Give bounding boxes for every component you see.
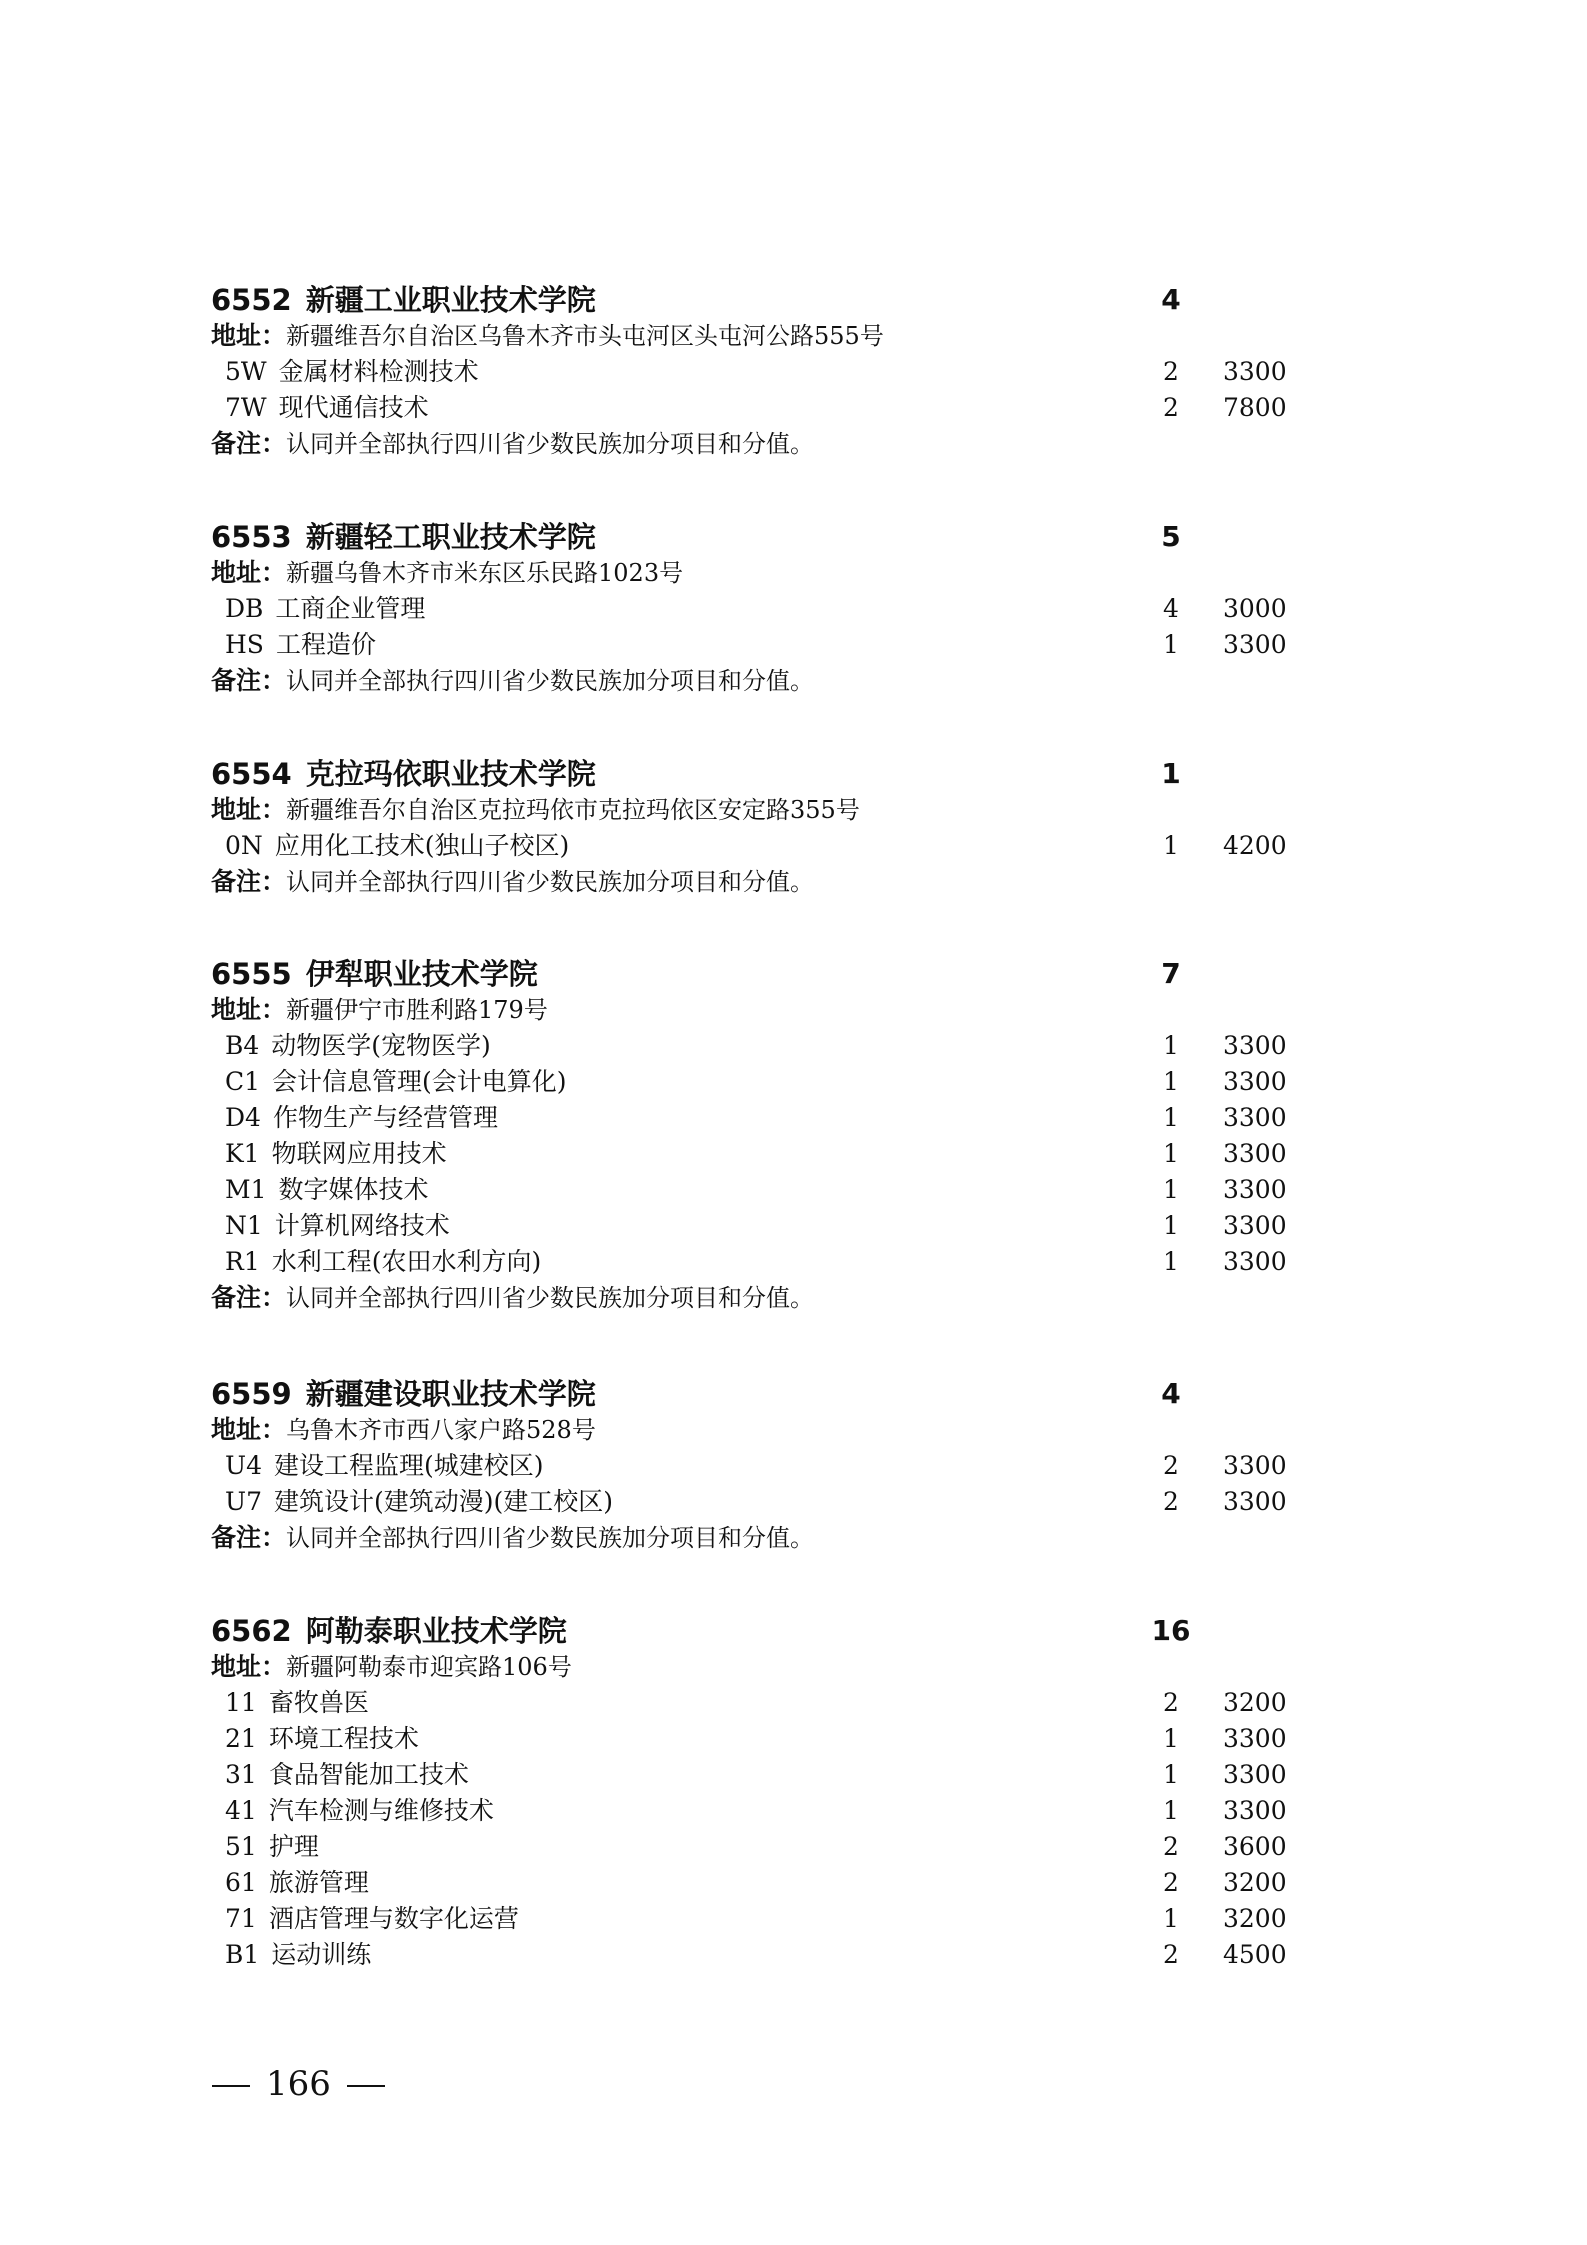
school-block: [211, 1613, 1331, 1973]
program-row: [211, 1721, 1331, 1757]
note-text: 认同并全部执行四川省少数民族加分项目和分值。: [286, 667, 815, 695]
program-name: 现代通信技术: [278, 393, 429, 422]
school-total: 7: [1161, 957, 1181, 990]
program-fee: 3300: [1223, 1067, 1287, 1096]
program-code: D4: [225, 1103, 261, 1132]
note-text: 认同并全部执行四川省少数民族加分项目和分值。: [286, 430, 815, 458]
school-code: 6552: [211, 283, 292, 317]
program-code: U4: [225, 1451, 262, 1480]
program-count: 2: [1163, 1940, 1179, 1969]
program-fee: 3300: [1223, 1103, 1287, 1132]
program-fee: 3300: [1223, 1487, 1287, 1516]
note-text: 认同并全部执行四川省少数民族加分项目和分值。: [286, 1284, 815, 1312]
program-row: [211, 1448, 1331, 1484]
school-header: [211, 1376, 1331, 1412]
program-count: 2: [1163, 393, 1179, 422]
program-code: 31: [225, 1760, 257, 1789]
note-label: 备注：: [211, 429, 287, 458]
program-row: [211, 1685, 1331, 1721]
program-name: 应用化工技术(独山子校区): [274, 831, 570, 860]
address-label: 地址：: [211, 795, 287, 824]
school-code: 6562: [211, 1614, 292, 1648]
program-name: 运动训练: [271, 1940, 372, 1969]
address-text: 乌鲁木齐市西八家户路528号: [286, 1416, 596, 1444]
page-number: 166: [266, 2064, 331, 2104]
school-block: [211, 956, 1331, 1316]
address-text: 新疆维吾尔自治区克拉玛依市克拉玛依区安定路355号: [286, 796, 860, 824]
program-row: [211, 1793, 1331, 1829]
school-address: [211, 792, 1331, 828]
program-row: [211, 1172, 1331, 1208]
program-fee: 4500: [1223, 1940, 1287, 1969]
program-fee: 3200: [1223, 1868, 1287, 1897]
school-address: [211, 1412, 1331, 1448]
program-code: 0N: [225, 831, 263, 860]
program-name: 建筑设计(建筑动漫)(建工校区): [273, 1487, 613, 1516]
program-count: 1: [1163, 1760, 1179, 1789]
program-count: 1: [1163, 1247, 1179, 1276]
program-fee: 3200: [1223, 1904, 1287, 1933]
program-count: 1: [1163, 831, 1179, 860]
program-code: K1: [225, 1139, 260, 1168]
program-count: 1: [1163, 1031, 1179, 1060]
program-fee: 3300: [1223, 1031, 1287, 1060]
address-label: 地址：: [211, 995, 287, 1024]
school-total: 5: [1161, 520, 1181, 553]
school-note: [211, 426, 1331, 462]
school-total: 4: [1161, 283, 1181, 316]
program-code: HS: [225, 630, 264, 659]
address-label: 地址：: [211, 321, 287, 350]
program-count: 2: [1163, 1688, 1179, 1717]
program-fee: 3600: [1223, 1832, 1287, 1861]
note-label: 备注：: [211, 1283, 287, 1312]
program-name: 数字媒体技术: [278, 1175, 429, 1204]
program-code: 41: [225, 1796, 257, 1825]
school-address: [211, 318, 1331, 354]
program-row: [211, 390, 1331, 426]
footer-dash-right: [347, 2085, 385, 2087]
program-row: [211, 1100, 1331, 1136]
program-code: 61: [225, 1868, 257, 1897]
program-fee: 3300: [1223, 1724, 1287, 1753]
program-name: 金属材料检测技术: [278, 357, 479, 386]
program-fee: 3000: [1223, 594, 1287, 623]
school-block: [211, 519, 1331, 699]
program-count: 1: [1163, 1796, 1179, 1825]
program-row: [211, 1484, 1331, 1520]
program-code: 7W: [225, 393, 267, 422]
program-count: 1: [1163, 1904, 1179, 1933]
program-count: 2: [1163, 357, 1179, 386]
footer-dash-left: [212, 2085, 250, 2087]
program-row: [211, 1829, 1331, 1865]
address-text: 新疆阿勒泰市迎宾路106号: [286, 1653, 572, 1681]
address-text: 新疆乌鲁木齐市米东区乐民路1023号: [286, 559, 684, 587]
school-header: [211, 956, 1331, 992]
school-name: 新疆建设职业技术学院: [305, 1377, 596, 1411]
program-row: [211, 1865, 1331, 1901]
program-name: 旅游管理: [268, 1868, 369, 1897]
program-count: 1: [1163, 1175, 1179, 1204]
address-label: 地址：: [211, 1652, 287, 1681]
program-name: 工商企业管理: [275, 594, 426, 623]
program-row: [211, 627, 1331, 663]
program-name: 动物医学(宠物医学): [271, 1031, 491, 1060]
program-name: 水利工程(农田水利方向): [271, 1247, 542, 1276]
program-code: 21: [225, 1724, 257, 1753]
program-count: 1: [1163, 1211, 1179, 1240]
program-name: 会计信息管理(会计电算化): [272, 1067, 567, 1096]
school-header: [211, 756, 1331, 792]
program-row: [211, 1208, 1331, 1244]
school-name: 阿勒泰职业技术学院: [305, 1614, 567, 1648]
school-header: [211, 519, 1331, 555]
note-label: 备注：: [211, 1523, 287, 1552]
address-text: 新疆伊宁市胜利路179号: [286, 996, 548, 1024]
program-count: 1: [1163, 1103, 1179, 1132]
program-fee: 3300: [1223, 630, 1287, 659]
school-code: 6553: [211, 520, 292, 554]
school-block: [211, 1376, 1331, 1556]
program-name: 食品智能加工技术: [268, 1760, 469, 1789]
school-block: [211, 756, 1331, 900]
program-row: [211, 1937, 1331, 1973]
school-total: 1: [1161, 757, 1181, 790]
school-code: 6554: [211, 757, 292, 791]
program-row: [211, 1064, 1331, 1100]
program-fee: 3300: [1223, 1451, 1287, 1480]
program-name: 护理: [268, 1832, 319, 1861]
program-count: 2: [1163, 1868, 1179, 1897]
school-address: [211, 992, 1331, 1028]
program-fee: 3300: [1223, 357, 1287, 386]
note-label: 备注：: [211, 666, 287, 695]
school-name: 新疆轻工职业技术学院: [305, 520, 596, 554]
address-text: 新疆维吾尔自治区乌鲁木齐市头屯河区头屯河公路555号: [286, 322, 884, 350]
program-count: 1: [1163, 630, 1179, 659]
program-count: 1: [1163, 1067, 1179, 1096]
program-count: 2: [1163, 1832, 1179, 1861]
school-header: [211, 1613, 1331, 1649]
school-name: 新疆工业职业技术学院: [305, 283, 596, 317]
school-address: [211, 1649, 1331, 1685]
program-code: M1: [225, 1175, 267, 1204]
school-name: 克拉玛依职业技术学院: [305, 757, 596, 791]
program-fee: 3300: [1223, 1760, 1287, 1789]
program-count: 2: [1163, 1451, 1179, 1480]
program-fee: 3300: [1223, 1139, 1287, 1168]
address-label: 地址：: [211, 1415, 287, 1444]
program-name: 汽车检测与维修技术: [268, 1796, 494, 1825]
program-code: N1: [225, 1211, 263, 1240]
school-total: 16: [1151, 1614, 1191, 1647]
program-name: 工程造价: [275, 630, 376, 659]
school-note: [211, 663, 1331, 699]
program-code: 71: [225, 1904, 257, 1933]
page-footer: [212, 2064, 385, 2104]
program-row: [211, 1136, 1331, 1172]
address-label: 地址：: [211, 558, 287, 587]
program-row: [211, 1757, 1331, 1793]
program-fee: 3200: [1223, 1688, 1287, 1717]
program-code: 5W: [225, 357, 267, 386]
program-count: 2: [1163, 1487, 1179, 1516]
program-count: 1: [1163, 1139, 1179, 1168]
program-name: 物联网应用技术: [271, 1139, 447, 1168]
program-name: 环境工程技术: [268, 1724, 419, 1753]
note-label: 备注：: [211, 867, 287, 896]
program-code: 11: [225, 1688, 257, 1717]
program-count: 1: [1163, 1724, 1179, 1753]
program-fee: 3300: [1223, 1175, 1287, 1204]
program-code: C1: [225, 1067, 261, 1096]
program-fee: 4200: [1223, 831, 1287, 860]
school-code: 6555: [211, 957, 292, 991]
program-fee: 7800: [1223, 393, 1287, 422]
note-text: 认同并全部执行四川省少数民族加分项目和分值。: [286, 868, 815, 896]
school-address: [211, 555, 1331, 591]
program-code: B1: [225, 1940, 260, 1969]
program-name: 酒店管理与数字化运营: [268, 1904, 519, 1933]
program-name: 畜牧兽医: [268, 1688, 369, 1717]
program-name: 作物生产与经营管理: [272, 1103, 498, 1132]
program-row: [211, 1244, 1331, 1280]
school-total: 4: [1161, 1377, 1181, 1410]
program-row: [211, 828, 1331, 864]
program-code: 51: [225, 1832, 257, 1861]
program-code: R1: [225, 1247, 260, 1276]
school-note: [211, 864, 1331, 900]
program-code: DB: [225, 594, 264, 623]
program-code: U7: [225, 1487, 262, 1516]
program-name: 建设工程监理(城建校区): [273, 1451, 544, 1480]
note-text: 认同并全部执行四川省少数民族加分项目和分值。: [286, 1524, 815, 1552]
program-row: [211, 1028, 1331, 1064]
school-note: [211, 1520, 1331, 1556]
program-code: B4: [225, 1031, 260, 1060]
school-code: 6559: [211, 1377, 292, 1411]
program-name: 计算机网络技术: [274, 1211, 450, 1240]
program-fee: 3300: [1223, 1247, 1287, 1276]
program-row: [211, 354, 1331, 390]
school-name: 伊犁职业技术学院: [305, 957, 538, 991]
school-header: [211, 282, 1331, 318]
school-note: [211, 1280, 1331, 1316]
school-block: [211, 282, 1331, 462]
program-fee: 3300: [1223, 1796, 1287, 1825]
program-fee: 3300: [1223, 1211, 1287, 1240]
program-count: 4: [1163, 594, 1179, 623]
program-row: [211, 591, 1331, 627]
program-row: [211, 1901, 1331, 1937]
